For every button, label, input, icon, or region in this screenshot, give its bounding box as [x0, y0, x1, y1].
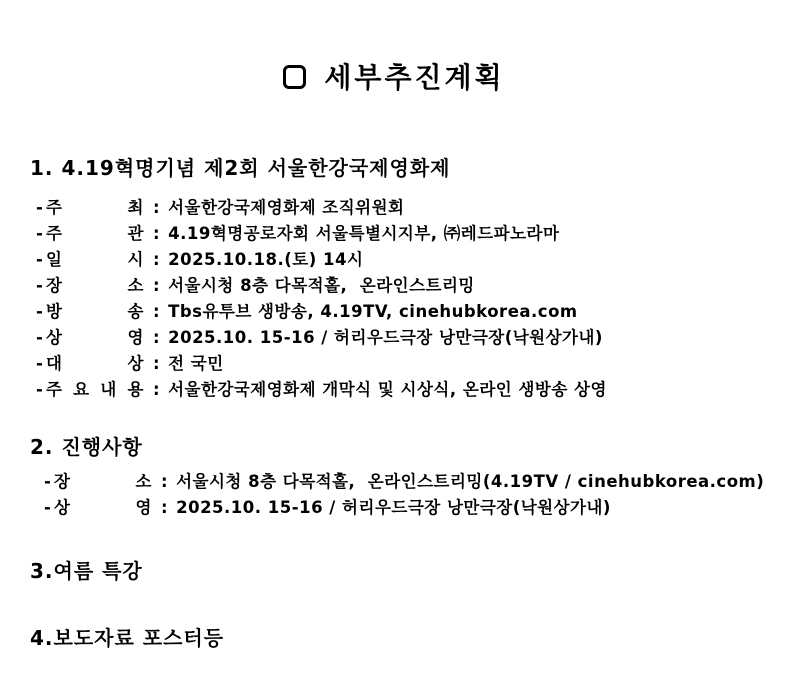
- item-colon: :: [153, 328, 161, 347]
- item-value: 전 국민: [168, 354, 224, 373]
- page-title: 세부추진계획: [324, 61, 505, 94]
- item-value: 4.19혁명공로자회 서울특별시지부, ㈜레드파노라마: [168, 224, 560, 243]
- section-2-list: [30, 469, 768, 521]
- item-bullet: -: [44, 498, 52, 517]
- list-item: [30, 351, 768, 377]
- item-bullet: -: [36, 198, 44, 217]
- item-label: 장 소: [54, 472, 152, 491]
- item-bullet: -: [36, 276, 44, 295]
- item-label: 일 시: [46, 250, 144, 269]
- item-colon: :: [153, 198, 161, 217]
- item-value: 서울시청 8층 다목적홀, 온라인스트리밍: [168, 276, 475, 295]
- item-value: 2025.10. 15-16 / 허리우드극장 낭만극장(낙원상가내): [168, 328, 603, 347]
- item-value: 서울한강국제영화제 조직위원회: [168, 198, 405, 217]
- item-colon: :: [153, 276, 161, 295]
- item-bullet: -: [36, 354, 44, 373]
- item-bullet: -: [36, 224, 44, 243]
- section-3-heading: 3.여름 특강: [30, 559, 143, 583]
- list-item: [30, 377, 768, 403]
- document-body: [0, 152, 788, 651]
- item-colon: :: [153, 380, 161, 399]
- item-bullet: -: [36, 380, 44, 399]
- item-bullet: -: [36, 302, 44, 321]
- item-value: 2025.10. 15-16 / 허리우드극장 낭만극장(낙원상가내): [176, 498, 611, 517]
- section-1-list: [30, 195, 768, 403]
- section-1-heading: 1. 4.19혁명기념 제2회 서울한강국제영화제: [30, 156, 451, 180]
- item-label: 주 최: [46, 198, 144, 217]
- item-bullet: -: [44, 472, 52, 491]
- section-2-heading: 2. 진행사항: [30, 435, 143, 459]
- item-value: 서울시청 8층 다목적홀, 온라인스트리밍(4.19TV / cinehubkorea.com): [176, 472, 765, 491]
- item-value: Tbs유투브 생방송, 4.19TV, cinehubkorea.com: [168, 302, 578, 321]
- item-colon: :: [153, 302, 161, 321]
- item-label: 주 요 내 용: [46, 380, 144, 399]
- item-colon: :: [153, 250, 161, 269]
- list-item: [30, 299, 768, 325]
- item-colon: :: [153, 354, 161, 373]
- list-item: [30, 325, 768, 351]
- item-label: 상 영: [54, 498, 152, 517]
- item-label: 대 상: [46, 354, 144, 373]
- document-title: [0, 0, 788, 96]
- item-value: 서울한강국제영화제 개막식 및 시상식, 온라인 생방송 상영: [168, 380, 607, 399]
- item-label: 상 영: [46, 328, 144, 347]
- list-item: [30, 273, 768, 299]
- section-4-heading: 4.보도자료 포스터등: [30, 626, 225, 650]
- item-label: 주 관: [46, 224, 144, 243]
- item-label: 방 송: [46, 302, 144, 321]
- list-item: [30, 247, 768, 273]
- list-item: [38, 469, 768, 495]
- square-bullet-icon: [283, 65, 306, 89]
- list-item: [30, 221, 768, 247]
- item-bullet: -: [36, 250, 44, 269]
- item-value: 2025.10.18.(토) 14시: [168, 250, 364, 269]
- item-colon: :: [161, 472, 169, 491]
- list-item: [30, 195, 768, 221]
- list-item: [38, 495, 768, 521]
- item-colon: :: [153, 224, 161, 243]
- item-label: 장 소: [46, 276, 144, 295]
- item-colon: :: [161, 498, 169, 517]
- item-bullet: -: [36, 328, 44, 347]
